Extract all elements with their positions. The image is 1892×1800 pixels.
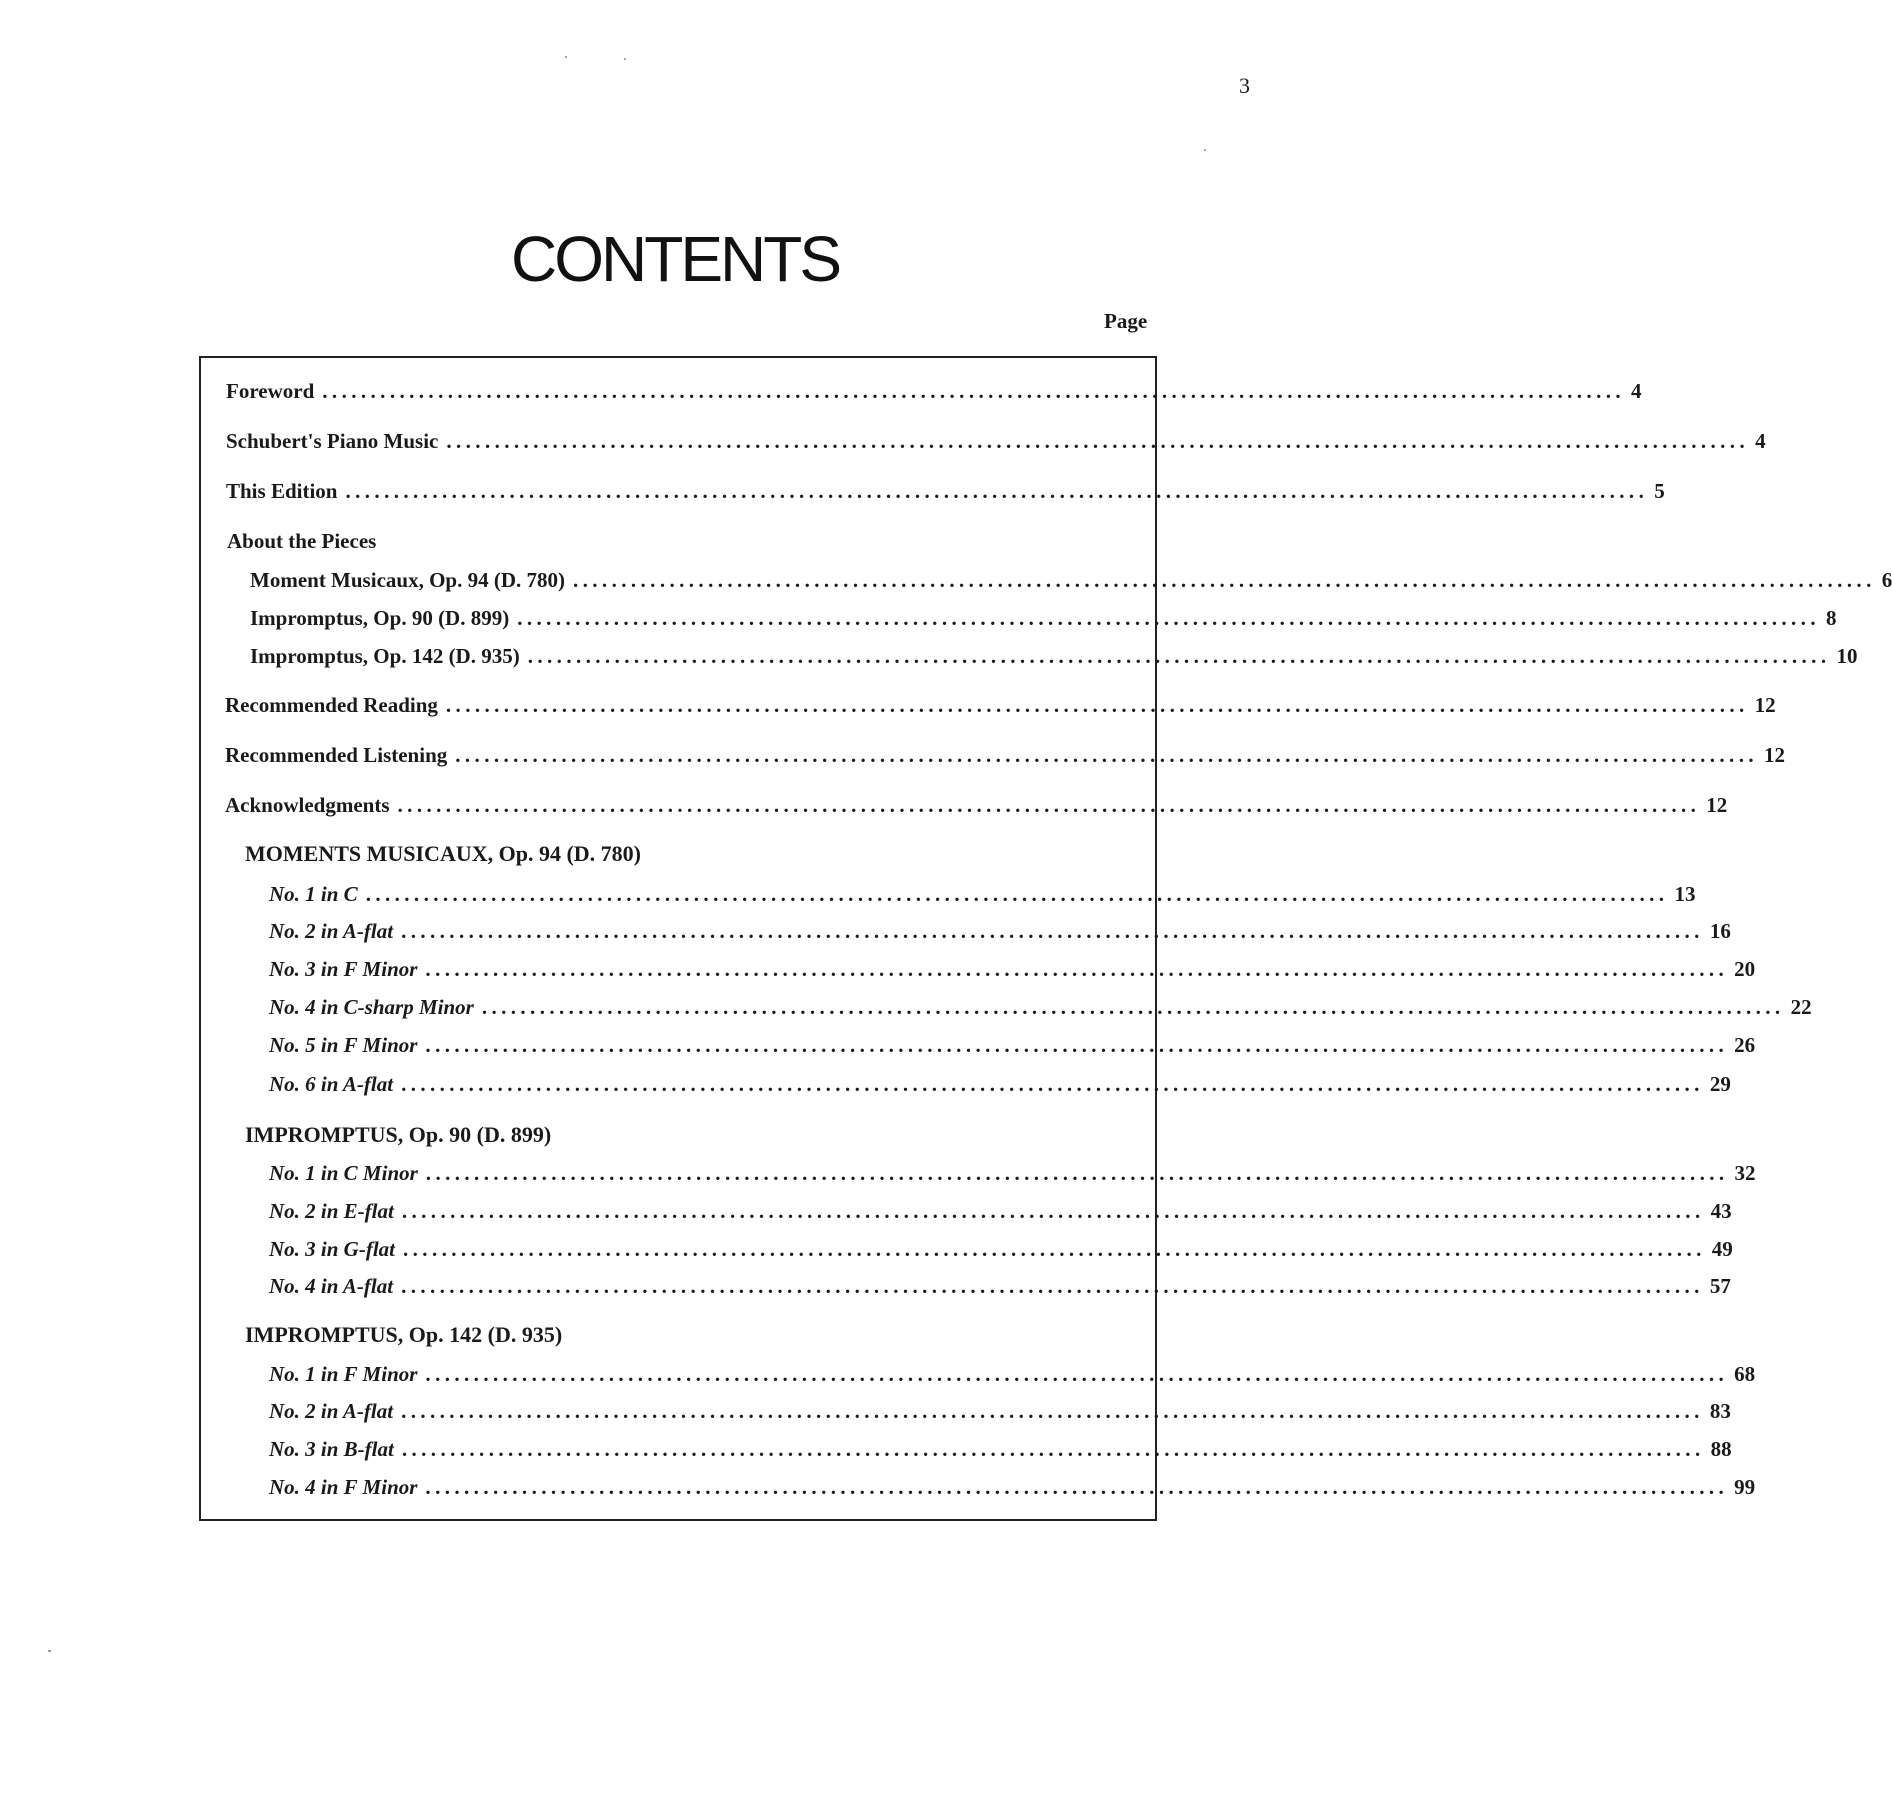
entry-title: Recommended Listening	[225, 743, 448, 767]
entry-title: Moment Musicaux, Op. 94 (D. 780)	[250, 568, 565, 592]
entry-title: No. 3 in F Minor	[269, 957, 418, 981]
piece-entry	[269, 881, 1696, 907]
entry-page-number: 12	[1764, 743, 1785, 767]
entry-page-number: 22	[1790, 995, 1812, 1019]
toc-subentry	[250, 567, 1892, 593]
entry-title: Acknowledgments	[225, 793, 390, 817]
entry-page-number: 29	[1709, 1072, 1731, 1096]
dot-leader: .......................................................................................................................................	[401, 1199, 1705, 1223]
toc-entry	[225, 692, 1776, 718]
dot-leader: .......................................................................................................................................	[345, 479, 1649, 503]
dot-leader: .......................................................................................................................................	[401, 1437, 1705, 1461]
entry-page-number: 4	[1631, 379, 1642, 403]
dot-leader: .......................................................................................................................................	[403, 1237, 1706, 1261]
entry-page-number: 12	[1754, 693, 1776, 717]
table-of-contents	[201, 358, 1892, 1519]
entry-page-number: 6	[1881, 568, 1892, 592]
entry-title: No. 4 in A-flat	[269, 1274, 394, 1298]
page-number: 3	[1239, 73, 1250, 98]
entry-title: Impromptus, Op. 90 (D. 899)	[250, 606, 510, 630]
entry-title: Foreword	[226, 379, 315, 403]
section-heading: MOMENTS MUSICAUX, Op. 94 (D. 780)	[245, 841, 641, 866]
section-heading: IMPROMPTUS, Op. 142 (D. 935)	[245, 1322, 563, 1347]
entry-page-number: 83	[1709, 1399, 1731, 1423]
dot-leader: .......................................................................................................................................	[425, 957, 1729, 981]
page-title: CONTENTS	[511, 223, 839, 295]
dot-leader: .......................................................................................................................................	[517, 606, 1820, 630]
dot-leader: .......................................................................................................................................	[446, 429, 1750, 453]
entry-page-number: 32	[1734, 1161, 1756, 1185]
toc-subentry	[250, 643, 1858, 669]
entry-page-number: 16	[1709, 919, 1731, 943]
entry-title: No. 3 in B-flat	[269, 1437, 394, 1461]
toc-entry	[226, 478, 1665, 504]
entry-title: Schubert's Piano Music	[226, 429, 439, 453]
dot-leader: .......................................................................................................................................	[401, 1399, 1704, 1423]
piece-entry	[269, 1273, 1731, 1299]
dot-leader: .......................................................................................................................................	[401, 1274, 1704, 1298]
dot-leader: .......................................................................................................................................	[322, 379, 1626, 403]
entry-page-number: 8	[1825, 606, 1837, 630]
entry-page-number: 49	[1711, 1237, 1733, 1261]
scan-speck	[1204, 149, 1206, 151]
entry-title: No. 6 in A-flat	[269, 1072, 394, 1096]
entry-page-number: 43	[1710, 1199, 1732, 1223]
entry-page-number: 20	[1734, 957, 1756, 981]
entry-title: No. 4 in F Minor	[269, 1475, 418, 1499]
dot-leader: .......................................................................................................................................	[527, 644, 1831, 668]
dot-leader: .......................................................................................................................................	[572, 568, 1876, 592]
entry-title: No. 4 in C-sharp Minor	[269, 995, 474, 1019]
piece-entry	[269, 1198, 1732, 1224]
toc-entry	[226, 378, 1642, 404]
contents-box	[199, 356, 1892, 1521]
piece-entry	[269, 1398, 1731, 1424]
entry-title: No. 2 in A-flat	[269, 919, 394, 943]
scan-speck	[565, 56, 567, 58]
entry-title: No. 1 in C	[269, 882, 358, 906]
dot-leader: .......................................................................................................................................	[425, 1161, 1729, 1185]
dot-leader: .......................................................................................................................................	[397, 793, 1701, 817]
toc-subentry	[250, 605, 1837, 631]
dot-leader: .......................................................................................................................................	[455, 743, 1758, 767]
dot-leader: .......................................................................................................................................	[481, 995, 1785, 1019]
dot-leader: .......................................................................................................................................	[401, 919, 1704, 943]
toc-entry	[225, 792, 1728, 818]
dot-leader: .......................................................................................................................................	[425, 1362, 1729, 1386]
entry-title: No. 5 in F Minor	[269, 1033, 418, 1057]
entry-page-number: 26	[1734, 1033, 1756, 1057]
piece-entry	[269, 994, 1812, 1020]
entry-page-number: 5	[1654, 479, 1665, 503]
entry-page-number: 68	[1734, 1362, 1756, 1386]
piece-entry	[269, 956, 1756, 982]
entry-page-number: 10	[1836, 644, 1858, 668]
piece-entry	[269, 1436, 1732, 1462]
piece-entry	[269, 1160, 1756, 1186]
dot-leader: .......................................................................................................................................	[401, 1072, 1704, 1096]
entry-page-number: 88	[1710, 1437, 1732, 1461]
section-heading-about: About the Pieces	[227, 529, 377, 553]
piece-entry	[269, 1474, 1756, 1500]
piece-entry	[269, 1236, 1733, 1262]
dot-leader: .......................................................................................................................................	[425, 1033, 1729, 1057]
entry-page-number: 12	[1706, 793, 1728, 817]
entry-page-number: 99	[1734, 1475, 1756, 1499]
entry-title: No. 1 in C Minor	[269, 1161, 418, 1185]
dot-leader: .......................................................................................................................................	[425, 1475, 1729, 1499]
piece-entry	[269, 918, 1731, 944]
entry-title: No. 3 in G-flat	[269, 1237, 395, 1261]
section-heading: IMPROMPTUS, Op. 90 (D. 899)	[245, 1122, 552, 1147]
scan-speck	[624, 58, 626, 60]
entry-page-number: 57	[1709, 1274, 1731, 1298]
entry-title: This Edition	[226, 479, 338, 503]
entry-page-number: 4	[1755, 429, 1766, 453]
entry-title: No. 2 in E-flat	[269, 1199, 394, 1223]
toc-entry	[225, 742, 1785, 768]
dot-leader: .......................................................................................................................................	[365, 882, 1669, 906]
entry-page-number: 13	[1674, 882, 1696, 906]
scan-speck	[48, 1650, 51, 1652]
piece-entry	[269, 1032, 1756, 1058]
toc-entry	[226, 428, 1766, 454]
entry-title: Recommended Reading	[225, 693, 438, 717]
entry-title: No. 2 in A-flat	[269, 1399, 394, 1423]
page-column-label: Page	[1104, 309, 1148, 333]
piece-entry	[269, 1071, 1731, 1097]
entry-title: No. 1 in F Minor	[269, 1362, 418, 1386]
dot-leader: .......................................................................................................................................	[445, 693, 1749, 717]
piece-entry	[269, 1361, 1756, 1387]
entry-title: Impromptus, Op. 142 (D. 935)	[250, 644, 520, 668]
